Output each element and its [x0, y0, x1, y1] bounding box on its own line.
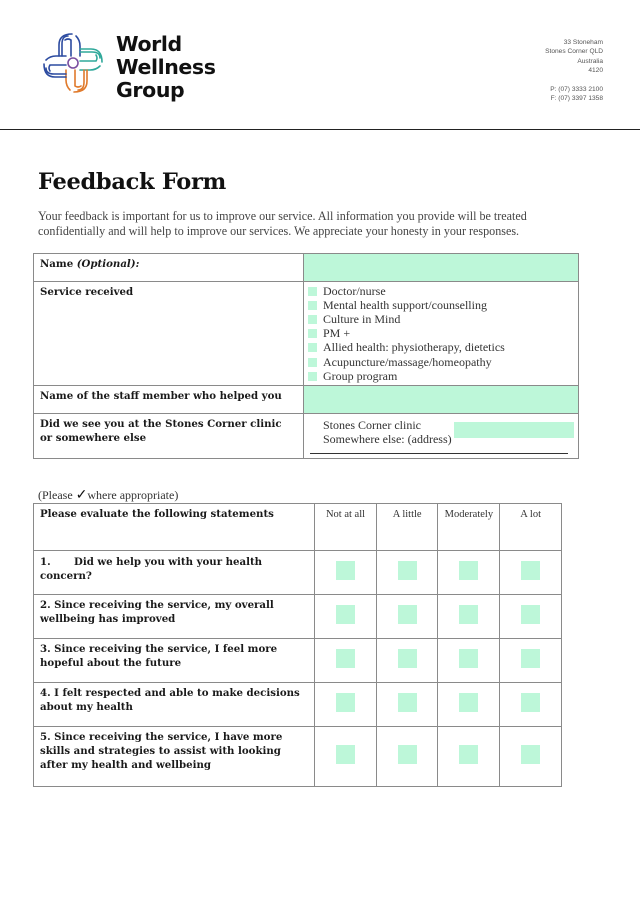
rating-checkbox[interactable]	[398, 693, 417, 712]
service-label: Service received	[34, 282, 304, 386]
org-name-line: Wellness	[116, 55, 216, 79]
checkbox[interactable]	[308, 358, 317, 367]
page-title: Feedback Form	[38, 169, 227, 195]
staff-label: Name of the staff member who helped you	[34, 386, 304, 414]
org-name	[116, 33, 216, 102]
rating-checkbox[interactable]	[398, 745, 417, 764]
question-1: 1. Did we help you with your health concern?	[34, 551, 315, 595]
service-option[interactable]: Allied health: physiotherapy, dietetics	[308, 341, 578, 355]
rating-checkbox[interactable]	[336, 693, 355, 712]
rating-checkbox[interactable]	[521, 561, 540, 580]
checkbox[interactable]	[308, 329, 317, 338]
rating-checkbox[interactable]	[336, 745, 355, 764]
rating-checkbox[interactable]	[459, 561, 478, 580]
checkbox[interactable]	[308, 343, 317, 352]
question-5: 5. Since receiving the service, I have more skills and strategies to assist with looking after my health and wellbeing	[34, 727, 315, 787]
instruction-note: (Please ✓where appropriate)	[38, 488, 179, 503]
service-option[interactable]: PM +	[308, 327, 578, 341]
evaluation-table	[33, 503, 562, 787]
staff-field[interactable]	[304, 386, 579, 414]
rating-checkbox[interactable]	[459, 605, 478, 624]
question-4: 4. I felt respected and able to make decisions about my health	[34, 683, 315, 727]
location-label: Did we see you at the Stones Corner clinic or somewhere else	[34, 414, 304, 459]
scale-not-at-all: Not at all	[315, 504, 377, 551]
scale-moderately: Moderately	[438, 504, 500, 551]
address-line: 33 Stoneham	[563, 39, 603, 46]
fax: F: (07) 3397 1358	[550, 95, 603, 103]
rating-checkbox[interactable]	[521, 649, 540, 668]
address-line: 4120	[588, 67, 603, 75]
rating-checkbox[interactable]	[336, 605, 355, 624]
details-table	[33, 253, 579, 459]
location-option[interactable]: Somewhere else: (address)	[323, 432, 452, 447]
location-option[interactable]: Stones Corner clinic	[323, 417, 421, 432]
checkbox[interactable]	[308, 287, 317, 296]
evaluation-header: Please evaluate the following statements	[34, 504, 315, 551]
rating-checkbox[interactable]	[398, 649, 417, 668]
rating-checkbox[interactable]	[521, 693, 540, 712]
rating-checkbox[interactable]	[336, 561, 355, 580]
service-option[interactable]: Group program	[308, 369, 578, 383]
rating-checkbox[interactable]	[459, 649, 478, 668]
scale-a-lot: A lot	[500, 504, 562, 551]
org-name-line: Group	[116, 78, 185, 102]
service-option[interactable]: Mental health support/counselling	[308, 298, 578, 312]
address-field[interactable]	[454, 422, 574, 438]
rating-checkbox[interactable]	[398, 561, 417, 580]
name-label: Name (Optional):	[34, 254, 304, 282]
org-address	[545, 38, 603, 103]
checkbox[interactable]	[308, 315, 317, 324]
service-option[interactable]: Culture in Mind	[308, 312, 578, 326]
optional-label: (Optional):	[76, 258, 140, 270]
scale-a-little: A little	[376, 504, 438, 551]
service-option[interactable]: Doctor/nurse	[308, 284, 578, 298]
checkmark-icon: ✓	[75, 488, 88, 503]
service-options	[304, 282, 579, 386]
rating-checkbox[interactable]	[398, 605, 417, 624]
rating-checkbox[interactable]	[521, 605, 540, 624]
checkbox[interactable]	[308, 372, 317, 381]
name-field[interactable]	[304, 254, 579, 282]
question-3: 3. Since receiving the service, I feel more hopeful about the future	[34, 639, 315, 683]
address-underline	[310, 453, 568, 454]
rating-checkbox[interactable]	[521, 745, 540, 764]
rating-checkbox[interactable]	[459, 693, 478, 712]
world-wellness-logo-icon	[40, 30, 106, 96]
rating-checkbox[interactable]	[336, 649, 355, 668]
location-options	[304, 414, 579, 459]
checkbox[interactable]	[308, 301, 317, 310]
service-option[interactable]: Acupuncture/massage/homeopathy	[308, 355, 578, 369]
question-2: 2. Since receiving the service, my overall wellbeing has improved	[34, 595, 315, 639]
address-line: Stones Corner QLD	[545, 48, 603, 56]
rating-checkbox[interactable]	[459, 745, 478, 764]
org-name-line: World	[116, 32, 182, 56]
phone: P: (07) 3333 2100	[550, 85, 603, 93]
intro-text: Your feedback is important for us to improve our service. All information you provide will be treated confidentially and will help to improve our services. We appreciate your honesty in your responses.	[38, 209, 527, 238]
header-divider	[0, 129, 640, 130]
address-line: Australia	[577, 57, 603, 65]
